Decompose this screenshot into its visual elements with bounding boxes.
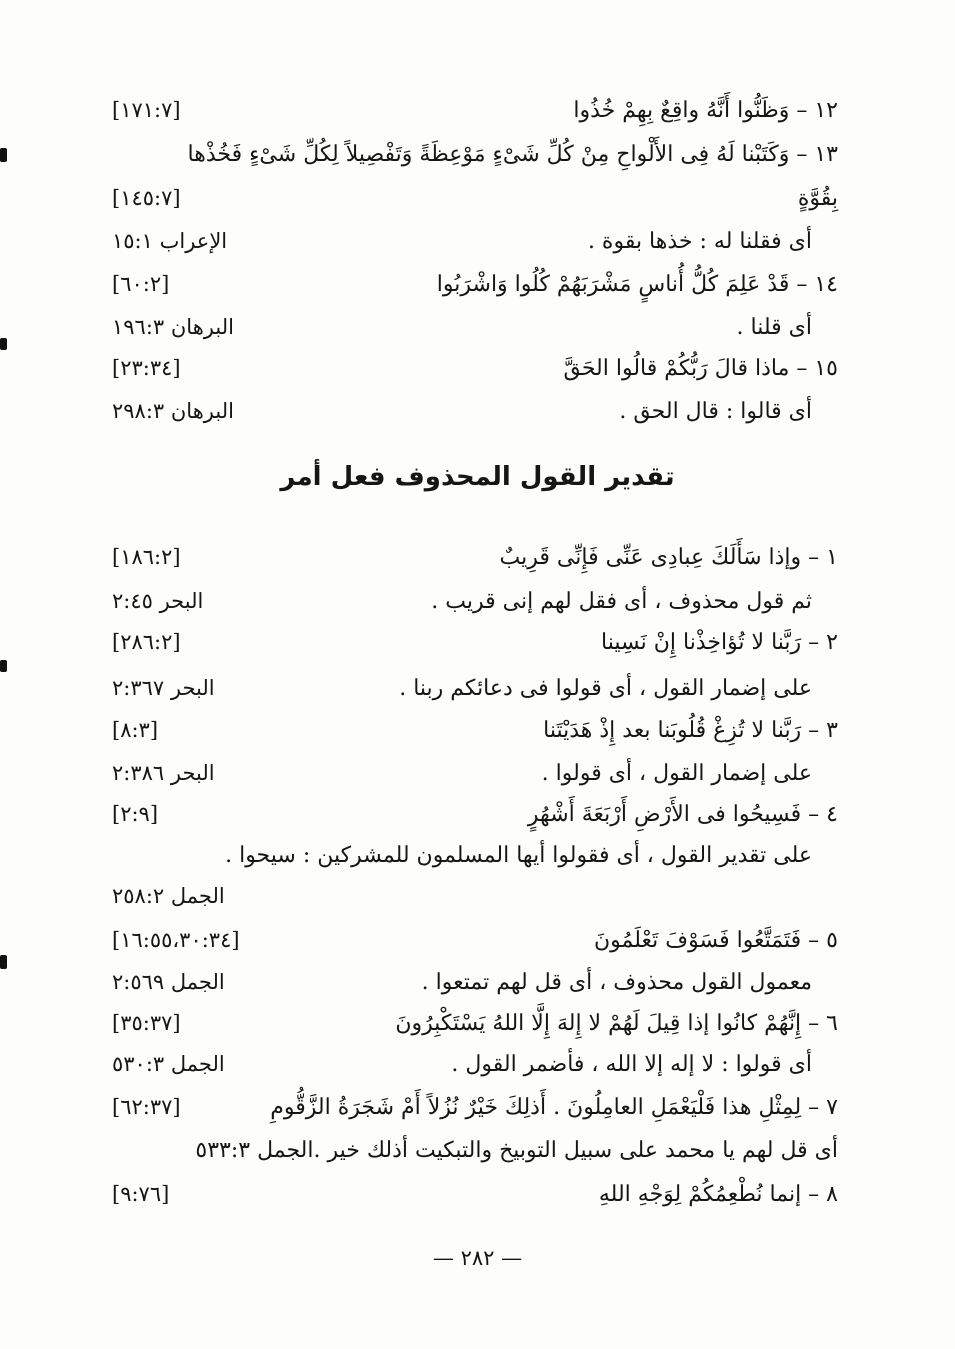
verse-text: ١٥ – ماذا قالَ رَبُّكُمْ قالُوا الحَقَّ — [563, 356, 838, 381]
verse-text: ٨ – إنما نُطْعِمُكُمْ لِوَجْهِ اللهِ — [598, 1182, 838, 1207]
verse-reference: [٦٢:٣٧] — [112, 1095, 181, 1119]
entry-4 — [112, 802, 838, 827]
commentary-3 — [112, 761, 838, 786]
verse-text: بِقُوَّةٍ — [797, 186, 838, 211]
verse-text: ٧ – لِمِثْلِ هذا فَلْيَعْمَلِ العامِلُونَ . أَذلِكَ خَيْرٌ نُزُلاً أَمْ شَجَرَةُ الزَّقُّومِ — [270, 1095, 838, 1120]
verse-text: ٤ – فَسِيحُوا فى الأَرْضِ أَرْبَعَةَ أَشْهُرٍ — [527, 802, 838, 827]
source-reference: البرهان ١٩٦:٣ — [112, 315, 234, 339]
commentary-text: أى فقلنا له : خذها بقوة . — [587, 229, 812, 254]
entry-13 — [112, 142, 838, 167]
commentary-text: على إضمار القول ، أى قولوا فى دعائكم ربنا . — [399, 676, 812, 701]
entry-6 — [112, 1011, 838, 1036]
verse-reference: [٨:٣] — [112, 718, 159, 742]
scan-mark — [0, 955, 7, 969]
source-reference-4: الجمل ٢٥٨:٢ — [112, 884, 225, 908]
verse-text: ١٤ – قَدْ عَلِمَ كُلُّ أُناسٍ مَشْرَبَهُمْ كُلُوا وَاشْرَبُوا — [436, 272, 838, 297]
commentary-1 — [112, 589, 838, 614]
commentary-14 — [112, 315, 838, 340]
verse-text: ١٢ – وَظَنُّوا أَنَّهُ واقِعٌ بِهِمْ خُذُوا — [573, 98, 838, 123]
entry-1 — [112, 545, 838, 570]
verse-reference: [١٦:٥٥،٣٠:٣٤] — [112, 928, 240, 952]
section-heading: تقدير القول المحذوف فعل أمر — [280, 462, 675, 492]
source-reference: البحر ٢:٣٦٧ — [112, 676, 215, 700]
entry-12 — [112, 98, 838, 123]
commentary-text: على تقدير القول ، أى فقولوا أيها المسلمون للمشركين : سيحوا . — [225, 843, 812, 868]
verse-reference: [١٨٦:٢] — [112, 545, 181, 569]
verse-reference: [٦٠:٢] — [112, 272, 170, 296]
entry-8 — [112, 1182, 838, 1207]
commentary-6 — [112, 1052, 838, 1077]
commentary-text: ثم قول محذوف ، أى فقل لهم إنى قريب . — [431, 589, 812, 614]
commentary-13 — [112, 229, 838, 254]
entry-7 — [112, 1095, 838, 1120]
verse-text: ٢ – رَبَّنا لا تُؤاخِذْنا إِنْ نَسِينا — [601, 630, 838, 655]
commentary-2 — [112, 676, 838, 701]
scan-mark — [0, 148, 7, 162]
scan-mark — [0, 338, 7, 350]
verse-text: ٦ – إِنَّهُمْ كانُوا إذا قِيلَ لَهُمْ لا إِلهَ إِلَّا اللهُ يَسْتَكْبِرُونَ — [395, 1011, 838, 1036]
verse-reference: [٩:٧٦] — [112, 1182, 170, 1206]
commentary-text: أى قولوا : لا إله إلا الله ، فأضمر القول . — [451, 1052, 812, 1077]
verse-text: ٥ – فَتَمَتَّعُوا فَسَوْفَ تَعْلَمُونَ — [594, 928, 838, 953]
verse-text: ٣ – رَبَّنا لا تُزِغْ قُلُوبَنا بعد إِذْ هَدَيْتَنا — [543, 718, 838, 743]
verse-reference: [٢:٩] — [112, 802, 159, 826]
source-reference: الجمل ٢:٥٦٩ — [112, 970, 225, 994]
commentary-text: معمول القول محذوف ، أى قل لهم تمتعوا . — [421, 970, 812, 995]
source-reference: البرهان ٢٩٨:٣ — [112, 399, 234, 423]
commentary-text: على إضمار القول ، أى قولوا . — [541, 761, 812, 786]
entry-14 — [112, 272, 838, 297]
source-reference: البحر ٢:٣٨٦ — [112, 761, 215, 785]
commentary-5 — [112, 970, 838, 995]
entry-2 — [112, 630, 838, 655]
verse-reference: [٢٨٦:٢] — [112, 630, 181, 654]
source-reference: البحر ٢:٤٥ — [112, 589, 204, 613]
commentary-7 — [112, 1138, 838, 1163]
entry-5 — [112, 928, 838, 953]
commentary-text: أى قل لهم يا محمد على سبيل التوبيخ والتبكيت أذلك خير .الجمل ٥٣٣:٣ — [195, 1138, 838, 1163]
source-reference: الجمل ٥٣٠:٣ — [112, 1052, 225, 1076]
verse-reference: [١٧١:٧] — [112, 98, 181, 122]
entry-13-continued — [112, 186, 838, 211]
entry-15 — [112, 356, 838, 381]
commentary-text: أى قلنا . — [736, 315, 812, 340]
verse-reference: [١٤٥:٧] — [112, 186, 181, 210]
commentary-4 — [112, 843, 838, 868]
verse-text: ١ – وإذا سَأَلَكَ عِبادِى عَنِّى فَإِنِّى قَرِيبٌ — [499, 545, 838, 570]
commentary-15 — [112, 399, 838, 424]
page-number: — ٢٨٢ — — [432, 1246, 523, 1270]
verse-text: ١٣ – وَكَتَبْنا لَهُ فِى الأَلْواحِ مِنْ كُلِّ شَىْءٍ مَوْعِظَةً وَتَفْصِيلاً لِكُلِّ شَىْءٍ فَخُذْها — [187, 142, 838, 167]
commentary-text: أى قالوا : قال الحق . — [619, 399, 812, 424]
verse-reference: [٢٣:٣٤] — [112, 356, 181, 380]
source-reference: الإعراب ١٥:١ — [112, 229, 228, 253]
verse-reference: [٣٥:٣٧] — [112, 1011, 181, 1035]
scan-mark — [0, 660, 7, 672]
entry-3 — [112, 718, 838, 743]
